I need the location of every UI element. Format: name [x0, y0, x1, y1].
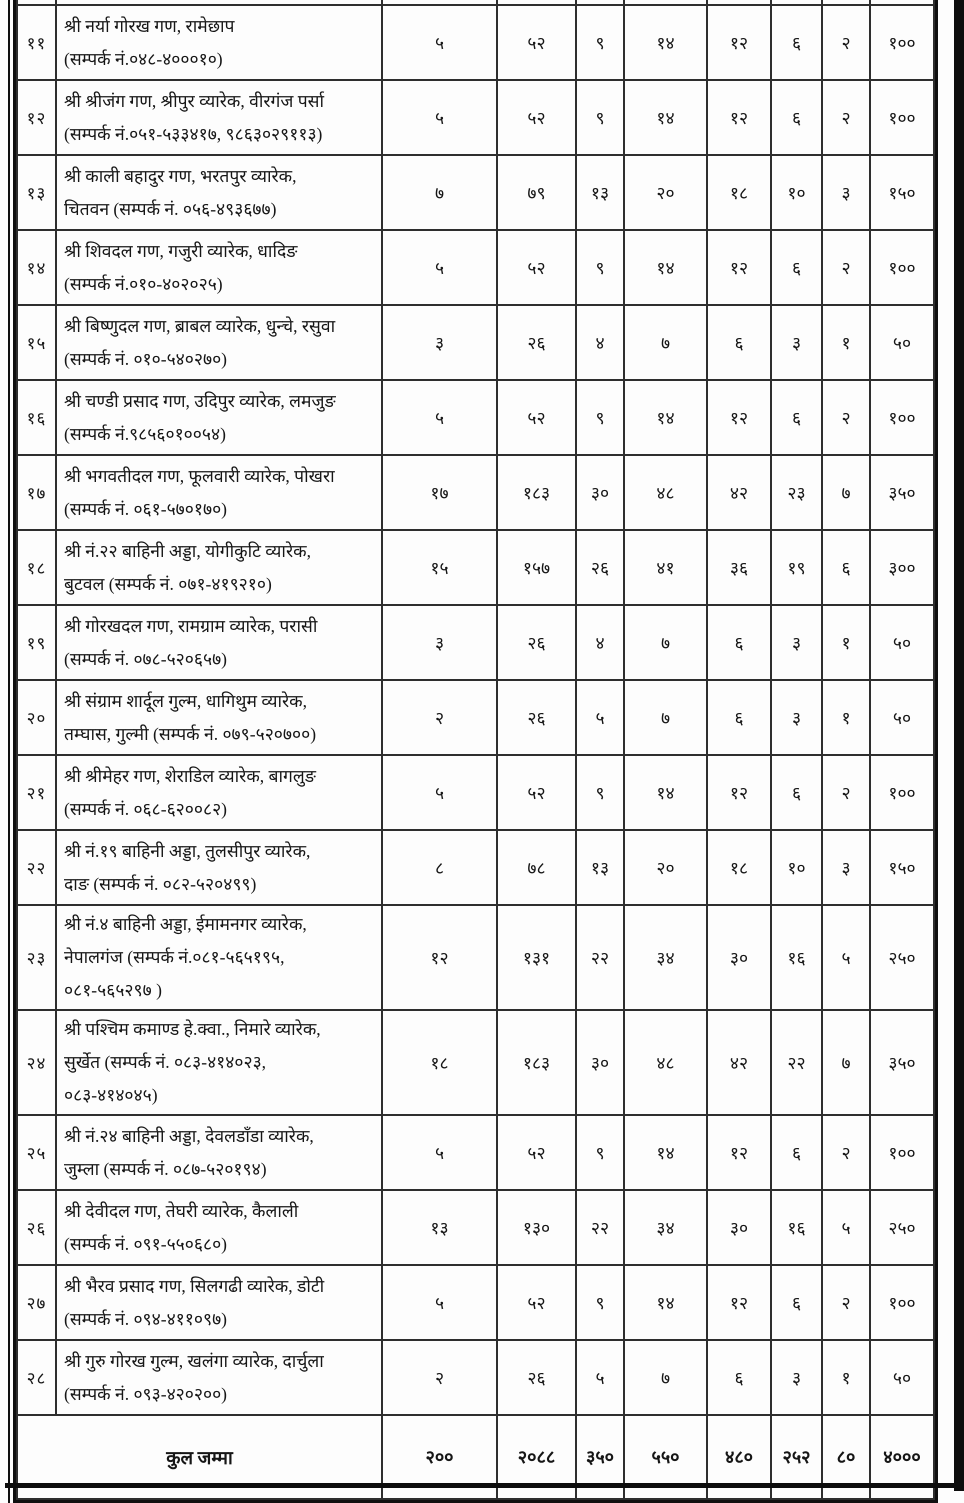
value-cell: २६ [497, 680, 576, 755]
value-cell: २२ [576, 1190, 624, 1265]
unit-description [56, 380, 382, 455]
value-cell: ४८ [624, 1010, 707, 1115]
value-cell: ५२ [497, 1115, 576, 1190]
value-cell: ५ [822, 1190, 870, 1265]
unit-description-line: (सम्पर्क नं.०५१-५३३४१७, ९८६३०२९११३) [64, 123, 323, 144]
value-cell: ९ [576, 80, 624, 155]
unit-description-line: दाङ (सम्पर्क नं. ०८२-५२०४९९) [64, 873, 257, 894]
value-cell: १६ [771, 1190, 822, 1265]
value-cell: २६ [576, 530, 624, 605]
unit-description-line: (सम्पर्क नं. ०९३-४२०२००) [64, 1383, 228, 1404]
total-value: ८० [822, 1415, 870, 1499]
table-frame [13, 0, 938, 1503]
value-cell: २ [822, 380, 870, 455]
unit-description-line: (सम्पर्क नं. ०१०-५४०२७०) [64, 348, 228, 369]
value-cell: ७ [822, 455, 870, 530]
value-cell: ३०० [870, 530, 934, 605]
unit-description [56, 680, 382, 755]
unit-description-line: श्री नं.२२ बाहिनी अड्डा, योगीकुटि व्यारेक, [64, 540, 311, 561]
value-cell: ५ [576, 680, 624, 755]
unit-description-line: नेपालगंज (सम्पर्क नं.०८१-५६५१९५, [64, 947, 285, 967]
unit-description [56, 80, 382, 155]
unit-description-line: श्री नर्या गोरख गण, रामेछाप [64, 15, 235, 36]
value-cell: ३ [382, 305, 497, 380]
serial-number: १८ [17, 530, 56, 605]
value-cell: ३५० [870, 1010, 934, 1115]
unit-description [56, 530, 382, 605]
value-cell: ५० [870, 680, 934, 755]
value-cell: ४ [576, 605, 624, 680]
serial-number: १२ [17, 80, 56, 155]
unit-description-line: (सम्पर्क नं. ०७८-५२०६५७) [64, 648, 228, 669]
value-cell: ६ [771, 230, 822, 305]
value-cell: ६ [771, 80, 822, 155]
serial-number: १५ [17, 305, 56, 380]
value-cell: ६ [771, 755, 822, 830]
value-cell: १८ [707, 830, 771, 905]
table-row [17, 1265, 934, 1340]
table-row [17, 905, 934, 1010]
value-cell: १२ [707, 1115, 771, 1190]
value-cell: १ [822, 305, 870, 380]
value-cell: १४ [624, 5, 707, 80]
value-cell: ९ [576, 230, 624, 305]
value-cell: ५२ [497, 755, 576, 830]
value-cell: ५२ [497, 80, 576, 155]
value-cell: १०० [870, 380, 934, 455]
value-cell: ४८ [624, 455, 707, 530]
value-cell: १२ [707, 755, 771, 830]
value-cell: २२ [771, 1010, 822, 1115]
value-cell: २६ [497, 305, 576, 380]
serial-number: २३ [17, 905, 56, 1010]
total-label: कुल जम्मा [17, 1415, 382, 1499]
unit-description-line: (सम्पर्क नं. ०९४-४११०९७) [64, 1308, 228, 1329]
value-cell: ५० [870, 605, 934, 680]
table-row [17, 680, 934, 755]
serial-number: २४ [17, 1010, 56, 1115]
value-cell: ६ [771, 1265, 822, 1340]
value-cell: ३० [576, 455, 624, 530]
serial-number: ११ [17, 5, 56, 80]
value-cell: १२ [707, 380, 771, 455]
value-cell: २६ [497, 1340, 576, 1415]
value-cell: ५ [382, 230, 497, 305]
total-value: ४००० [870, 1415, 934, 1499]
value-cell: ६ [707, 1340, 771, 1415]
value-cell: २६ [497, 605, 576, 680]
unit-description [56, 1115, 382, 1190]
value-cell: ९ [576, 380, 624, 455]
unit-description-line: श्री गोरखदल गण, रामग्राम व्यारेक, परासी [64, 615, 318, 636]
value-cell: ३५० [870, 455, 934, 530]
value-cell: ६ [771, 380, 822, 455]
value-cell: ५ [576, 1340, 624, 1415]
unit-description-line: तम्घास, गुल्मी (सम्पर्क नं. ०७९-५२०७००) [64, 723, 317, 744]
value-cell: १५० [870, 830, 934, 905]
value-cell: १४ [624, 755, 707, 830]
total-value: २५२ [771, 1415, 822, 1499]
serial-number: १७ [17, 455, 56, 530]
value-cell: ७ [624, 680, 707, 755]
value-cell: १३० [497, 1190, 576, 1265]
unit-description-line: सुर्खेत (सम्पर्क नं. ०८३-४१४०२३, [64, 1052, 267, 1072]
value-cell: ५२ [497, 5, 576, 80]
value-cell: १८ [707, 155, 771, 230]
serial-number: २२ [17, 830, 56, 905]
value-cell: १८ [382, 1010, 497, 1115]
value-cell: १२ [707, 5, 771, 80]
value-cell: १७ [382, 455, 497, 530]
unit-description [56, 455, 382, 530]
total-value: ३५० [576, 1415, 624, 1499]
value-cell: ५ [822, 905, 870, 1010]
value-cell: २० [624, 830, 707, 905]
value-cell: ९ [576, 755, 624, 830]
value-cell: १०० [870, 80, 934, 155]
value-cell: ७ [624, 305, 707, 380]
document-page [8, 0, 938, 1503]
unit-description-line: श्री नं.२४ बाहिनी अड्डा, देवलडाँडा व्यारेक, [64, 1125, 314, 1146]
scan-edge-right [954, 0, 964, 1491]
unit-description-line: ०८३-४१४०४५) [64, 1085, 158, 1105]
total-value: ५५० [624, 1415, 707, 1499]
unit-description [56, 1340, 382, 1415]
unit-description-line: श्री श्रीमेहर गण, शेराडिल व्यारेक, बागलुङ [64, 765, 316, 786]
unit-description [56, 755, 382, 830]
unit-description-line: (सम्पर्क नं.०४८-४०००१०) [64, 48, 223, 69]
unit-description-line: बुटवल (सम्पर्क नं. ०७१-४१९२१०) [64, 573, 272, 594]
table-row [17, 155, 934, 230]
value-cell: १४ [624, 80, 707, 155]
unit-description-line: ०८१-५६५२९७ ) [64, 980, 162, 1000]
unit-description-line: जुम्ला (सम्पर्क नं. ०८७-५२०१९४) [64, 1158, 267, 1179]
unit-description-line: श्री भगवतीदल गण, फूलवारी व्यारेक, पोखरा [64, 465, 335, 486]
value-cell: १३ [382, 1190, 497, 1265]
value-cell: २२ [576, 905, 624, 1010]
unit-description [56, 1190, 382, 1265]
value-cell: १ [822, 1340, 870, 1415]
value-cell: २३ [771, 455, 822, 530]
value-cell: १० [771, 830, 822, 905]
value-cell: ४ [576, 305, 624, 380]
unit-description [56, 230, 382, 305]
unit-description-line: (सम्पर्क नं. ०६१-५७०१७०) [64, 498, 228, 519]
value-cell: १५० [870, 155, 934, 230]
value-cell: १ [822, 680, 870, 755]
value-cell: २५० [870, 905, 934, 1010]
value-cell: २ [822, 1115, 870, 1190]
value-cell: १३ [576, 155, 624, 230]
value-cell: १२ [707, 80, 771, 155]
value-cell: ३४ [624, 905, 707, 1010]
unit-description-line: (सम्पर्क नं.०१०-४०२०२५) [64, 273, 223, 294]
total-value: २०० [382, 1415, 497, 1499]
unit-description-line: श्री नं.१९ बाहिनी अड्डा, तुलसीपुर व्यारेक, [64, 840, 311, 861]
unit-description-line: चितवन (सम्पर्क नं. ०५६-४९३६७७) [64, 198, 277, 219]
table-row [17, 455, 934, 530]
table-row [17, 830, 934, 905]
value-cell: १४ [624, 1265, 707, 1340]
table-row [17, 1340, 934, 1415]
value-cell: ५० [870, 1340, 934, 1415]
unit-description-line: (सम्पर्क नं. ०९१-५५०६८०) [64, 1233, 228, 1254]
unit-description-line: श्री संग्राम शार्दूल गुल्म, धागिथुम व्यारेक, [64, 690, 307, 711]
table-row [17, 305, 934, 380]
value-cell: ३ [771, 605, 822, 680]
unit-description [56, 305, 382, 380]
value-cell: १९ [771, 530, 822, 605]
value-cell: ५ [382, 1265, 497, 1340]
scan-edge-bottom [5, 1483, 964, 1488]
value-cell: २ [382, 1340, 497, 1415]
value-cell: ६ [707, 605, 771, 680]
unit-description-line: श्री गुरु गोरख गुल्म, खलंगा व्यारेक, दार्चुला [64, 1350, 324, 1371]
unit-description-line: श्री पश्चिम कमाण्ड हे.क्वा., निमारे व्यारेक, [64, 1019, 321, 1039]
value-cell: १०० [870, 1265, 934, 1340]
value-cell: १८३ [497, 455, 576, 530]
value-cell: ३ [771, 1340, 822, 1415]
value-cell: १३ [576, 830, 624, 905]
unit-description-line: (सम्पर्क नं.९८५६०१००५४) [64, 423, 226, 444]
value-cell: ७ [624, 1340, 707, 1415]
table-row [17, 1010, 934, 1115]
table-row [17, 5, 934, 80]
value-cell: १२ [382, 905, 497, 1010]
value-cell: १५७ [497, 530, 576, 605]
value-cell: ३ [822, 830, 870, 905]
value-cell: २ [822, 5, 870, 80]
value-cell: १४ [624, 230, 707, 305]
value-cell: ३० [576, 1010, 624, 1115]
value-cell: १६ [771, 905, 822, 1010]
value-cell: ४२ [707, 1010, 771, 1115]
unit-description-line: श्री नं.४ बाहिनी अड्डा, ईमामनगर व्यारेक, [64, 914, 307, 934]
table-row [17, 755, 934, 830]
serial-number: २१ [17, 755, 56, 830]
value-cell: ५ [382, 5, 497, 80]
unit-description [56, 1265, 382, 1340]
serial-number: १३ [17, 155, 56, 230]
unit-description-line: श्री चण्डी प्रसाद गण, उदिपुर व्यारेक, लमजुङ [64, 390, 336, 411]
value-cell: ५० [870, 305, 934, 380]
unit-description-line: श्री शिवदल गण, गजुरी व्यारेक, धादिङ [64, 240, 298, 261]
value-cell: १ [822, 605, 870, 680]
value-cell: ३ [382, 605, 497, 680]
unit-description-line: श्री श्रीजंग गण, श्रीपुर व्यारेक, वीरगंज पर्सा [64, 90, 325, 111]
value-cell: ४२ [707, 455, 771, 530]
value-cell: ५ [382, 1115, 497, 1190]
serial-number: २८ [17, 1340, 56, 1415]
value-cell: ७ [822, 1010, 870, 1115]
value-cell: ७ [382, 155, 497, 230]
value-cell: २ [822, 755, 870, 830]
total-value: २०८८ [497, 1415, 576, 1499]
value-cell: २ [822, 230, 870, 305]
value-cell: ६ [707, 305, 771, 380]
value-cell: ५ [382, 380, 497, 455]
value-cell: ७९ [497, 155, 576, 230]
value-cell: ६ [822, 530, 870, 605]
unit-description [56, 830, 382, 905]
value-cell: १४ [624, 1115, 707, 1190]
unit-description [56, 905, 382, 1010]
value-cell: २ [382, 680, 497, 755]
unit-description [56, 5, 382, 80]
value-cell: ७ [624, 605, 707, 680]
value-cell: ३ [771, 680, 822, 755]
unit-description [56, 1010, 382, 1115]
value-cell: ६ [771, 1115, 822, 1190]
table-row [17, 605, 934, 680]
value-cell: २ [822, 80, 870, 155]
value-cell: ९ [576, 1265, 624, 1340]
value-cell: २० [624, 155, 707, 230]
value-cell: ६ [771, 5, 822, 80]
value-cell: ९ [576, 1115, 624, 1190]
unit-description [56, 155, 382, 230]
unit-description-line: श्री बिष्णुदल गण, ब्राबल व्यारेक, धुन्चे, रसुवा [64, 315, 336, 336]
value-cell: १० [771, 155, 822, 230]
value-cell: १८३ [497, 1010, 576, 1115]
value-cell: ३० [707, 1190, 771, 1265]
value-cell: १०० [870, 1115, 934, 1190]
value-cell: १२ [707, 1265, 771, 1340]
value-cell: ५२ [497, 1265, 576, 1340]
value-cell: १२ [707, 230, 771, 305]
value-cell: ३४ [624, 1190, 707, 1265]
value-cell: ६ [707, 680, 771, 755]
unit-description-line: (सम्पर्क नं. ०६८-६२००८२) [64, 798, 228, 819]
value-cell: ५ [382, 755, 497, 830]
value-cell: ८ [382, 830, 497, 905]
serial-number: १९ [17, 605, 56, 680]
value-cell: १३१ [497, 905, 576, 1010]
value-cell: ३६ [707, 530, 771, 605]
table-row [17, 230, 934, 305]
value-cell: ७८ [497, 830, 576, 905]
unit-description [56, 605, 382, 680]
value-cell: १४ [624, 380, 707, 455]
table-row [17, 530, 934, 605]
table-row [17, 1115, 934, 1190]
unit-description-line: श्री भैरव प्रसाद गण, सिलगढी व्यारेक, डोटी [64, 1275, 325, 1296]
units-table [16, 0, 935, 1500]
serial-number: २५ [17, 1115, 56, 1190]
value-cell: ५ [382, 80, 497, 155]
value-cell: ९ [576, 5, 624, 80]
total-value: ४८० [707, 1415, 771, 1499]
serial-number: २६ [17, 1190, 56, 1265]
table-row [17, 1190, 934, 1265]
value-cell: १५ [382, 530, 497, 605]
value-cell: ३ [771, 305, 822, 380]
table-row [17, 80, 934, 155]
value-cell: १०० [870, 5, 934, 80]
value-cell: ३ [822, 155, 870, 230]
table-row [17, 380, 934, 455]
value-cell: १०० [870, 755, 934, 830]
serial-number: २० [17, 680, 56, 755]
serial-number: १४ [17, 230, 56, 305]
unit-description-line: श्री देवीदल गण, तेघरी व्यारेक, कैलाली [64, 1200, 299, 1221]
value-cell: ४१ [624, 530, 707, 605]
value-cell: २ [822, 1265, 870, 1340]
value-cell: २५० [870, 1190, 934, 1265]
value-cell: १०० [870, 230, 934, 305]
value-cell: ५२ [497, 380, 576, 455]
value-cell: ३० [707, 905, 771, 1010]
serial-number: २७ [17, 1265, 56, 1340]
value-cell: ५२ [497, 230, 576, 305]
serial-number: १६ [17, 380, 56, 455]
unit-description-line: श्री काली बहादुर गण, भरतपुर व्यारेक, [64, 165, 297, 186]
